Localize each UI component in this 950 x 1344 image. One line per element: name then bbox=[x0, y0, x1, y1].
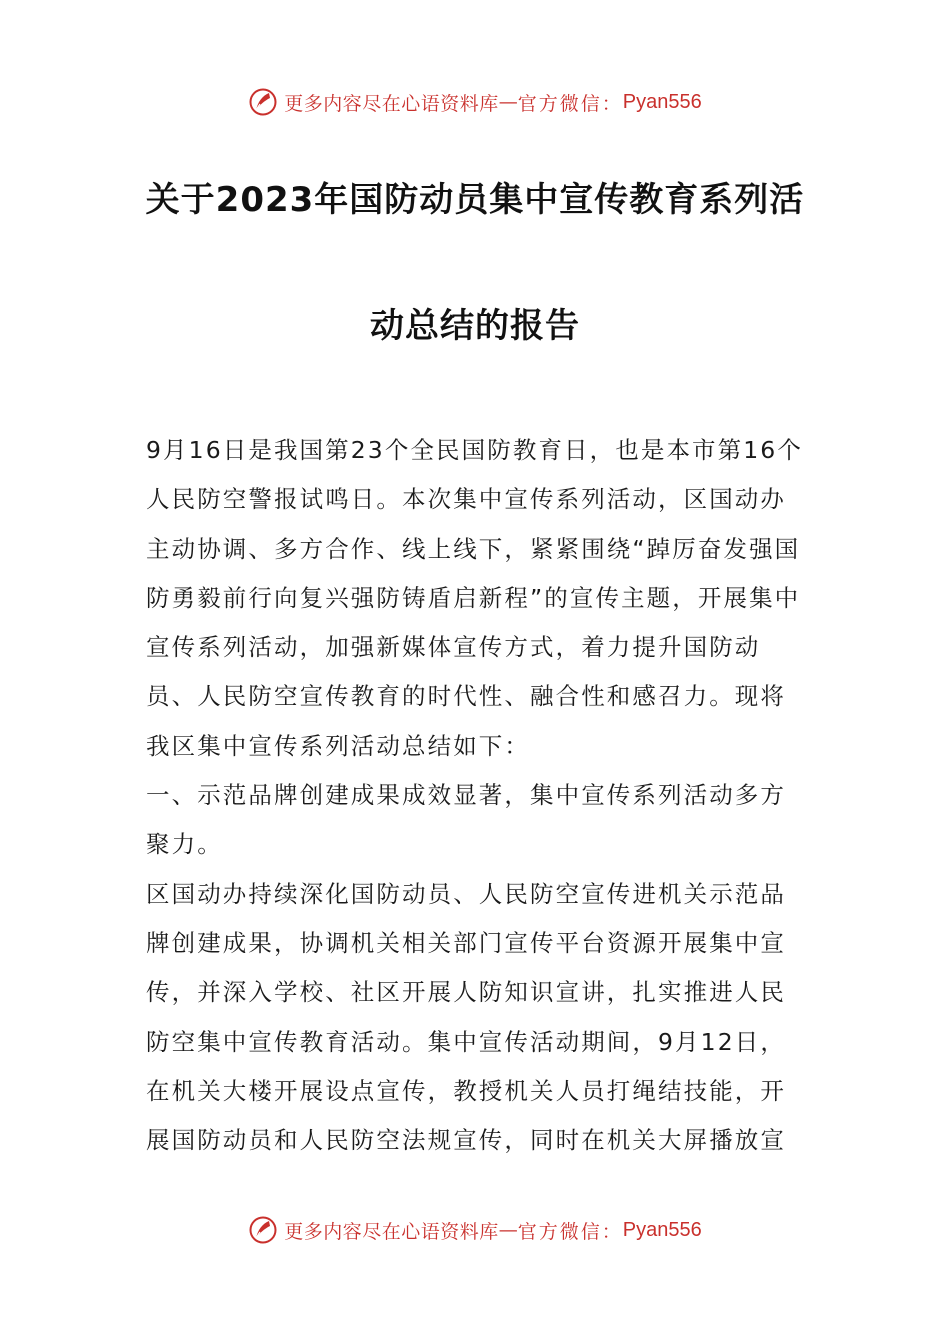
watermark-dash: — bbox=[498, 91, 518, 113]
quill-logo-icon bbox=[248, 87, 278, 117]
watermark-site-text: 更多内容尽在心语资料库 bbox=[284, 92, 499, 115]
paragraph-intro: 9月16日是我国第23个全民国防教育日，也是本市第16个人民防空警报试鸣日。本次集中宣传系列活动，区国动办主动协调、多方合作、线上线下，紧紧围绕“踔厉奋发强国防勇毅前行向复兴强防铸盾启新程”的宣传主题，开展集中宣传系列活动，加强新媒体宣传方式，着力提升国防动员、人民防空宣传教育的时代性、融合性和感召力。现将我区集中宣传系列活动总结如下： bbox=[146, 436, 803, 760]
watermark-banner-bottom bbox=[0, 1210, 950, 1250]
watermark-site-text: 更多内容尽在心语资料库 bbox=[284, 1220, 499, 1243]
watermark-dash: — bbox=[498, 1219, 518, 1241]
paragraph-section-body-1: 区国动办持续深化国防动员、人民防空宣传进机关示范品牌创建成果，协调机关相关部门宣传平台资源开展集中宣传，并深入学校、社区开展人防知识宣讲，扎实推进人民防空集中宣传教育活动。集中宣传活动期间，9月12日，在机关大楼开展设点宣传，教授机关人员打绳结技能，开展国防动员和人民防空法规宣传，同时在机关大屏播放宣 bbox=[146, 879, 786, 1155]
paragraph-section-heading-1: 一、示范品牌创建成果成效显著，集中宣传系列活动多方聚力。 bbox=[146, 781, 786, 859]
document-title-line-1: 关于2023年国防动员集中宣传教育系列活 bbox=[145, 180, 805, 220]
watermark-banner-top bbox=[0, 82, 950, 122]
watermark-wechat-id: Pyan556 bbox=[622, 1218, 702, 1241]
watermark-wechat-label: 官方微信： bbox=[517, 1220, 623, 1243]
document-title-line-2: 动总结的报告 bbox=[370, 306, 580, 346]
watermark-wechat-id: Pyan556 bbox=[622, 90, 702, 113]
watermark-wechat-label: 官方微信： bbox=[517, 92, 623, 115]
document-body bbox=[146, 426, 808, 1165]
quill-logo-icon bbox=[248, 1215, 278, 1245]
